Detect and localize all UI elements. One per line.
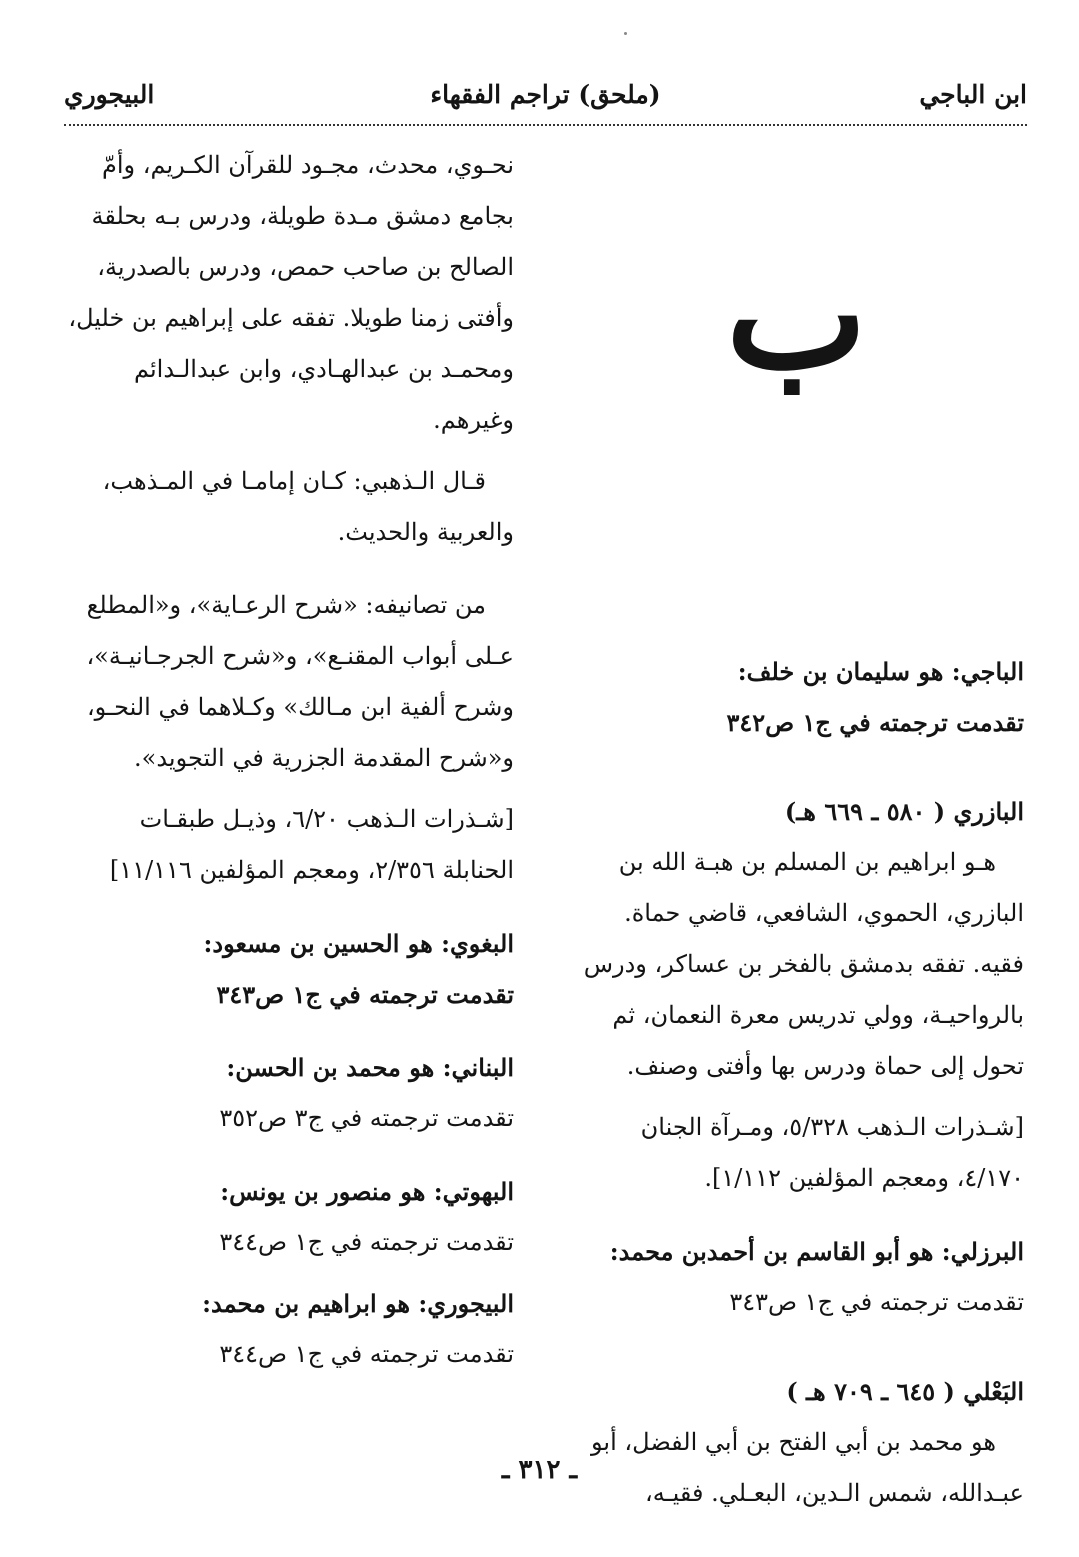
continuation-paragraph (68, 140, 514, 446)
header-center-title: (ملحق) تراجم الفقهاء (430, 80, 661, 109)
text-line: الصالح بن صاحب حمص، ودرس بالصدرية، (97, 253, 514, 281)
right-column (569, 140, 1024, 1519)
entry-reference: تقدمت ترجمته في ج٣ ص٣٥٢ (219, 1104, 514, 1132)
entry-baali (569, 1366, 1024, 1519)
entry-text-line: البازري، الحموي، الشافعي، قاضي حماة. (624, 899, 1024, 927)
entry-reference: تقدمت ترجمته في ج١ ص٣٤٢ (726, 708, 1024, 737)
entry-text-line: هو محمد بن أبي الفتح بن أبي الفضل، أبو (591, 1428, 996, 1456)
entry-baghawi (68, 918, 514, 1020)
header-right-title: ابن الباجي (919, 80, 1027, 109)
entry-baji (569, 646, 1024, 748)
text-line: وشرح ألفية ابن مـالك» وكـلاهما في النحـو، (86, 693, 514, 721)
entry-reference: تقدمت ترجمته في ج١ ص٣٤٤ (219, 1340, 514, 1368)
sources-line: الحنابلة ٢/٣٥٦، ومعجم المؤلفين ١١/١١٦] (109, 856, 514, 884)
speck-mark (624, 32, 627, 35)
entry-text-line: عبـدالله، شمس الـدين، البعـلي. فقيـه، (644, 1479, 1024, 1507)
entry-reference: تقدمت ترجمته في ج١ ص٣٤٤ (219, 1228, 514, 1256)
text-line: نحـوي، محدث، مجـود للقرآن الكـريم، وأمّ (102, 151, 514, 179)
text-line: ومحمـد بن عبدالهـادي، وابن عبدالـدائم (134, 355, 514, 383)
text-line: عـلى أبواب المقنـع»، و«شرح الجرجـانيـة»، (86, 642, 514, 670)
works-paragraph (68, 580, 514, 784)
entry-banani (68, 1042, 514, 1144)
entry-title: البيجوري: هو ابراهيم بن محمد: (202, 1289, 514, 1318)
entry-title: البَعْلي ( ٦٤٥ ـ ٧٠٩ هـ ) (786, 1377, 1024, 1406)
entry-title: البهوتي: هو منصور بن يونس: (220, 1177, 514, 1206)
entry-title: البرزلي: هو أبو القاسم بن أحمدبن محمد: (609, 1237, 1024, 1266)
header-left-title: البيجوري (64, 80, 155, 109)
entry-text-line: فقيه. تفقه بدمشق بالفخر بن عساكر، ودرس (583, 950, 1024, 978)
entry-text-line: بالرواحيـة، وولي تدريس معرة النعمان، ثم (612, 1001, 1024, 1029)
sources-line: [شـذرات الـذهب ٥/٣٢٨، ومـرآة الجنان (640, 1113, 1024, 1141)
entry-text-line: هـو ابراهيم بن المسلم بن هبـة الله بن (618, 848, 996, 876)
running-header (64, 74, 1027, 124)
entry-bijuri (68, 1278, 514, 1380)
section-letter: ب (725, 227, 868, 403)
dhahabi-quote (68, 456, 514, 558)
text-line: و«شرح المقدمة الجزرية في التجويد». (134, 744, 514, 772)
left-column (68, 140, 514, 1380)
entry-reference: تقدمت ترجمته في ج١ ص٣٤٣ (216, 980, 514, 1009)
text-line: والعربية والحديث. (337, 518, 514, 546)
entry-buhuti (68, 1166, 514, 1268)
sources-paragraph (68, 794, 514, 896)
text-line: وغيرهم. (433, 406, 514, 434)
entry-title: الباجي: هو سليمان بن خلف: (737, 657, 1024, 686)
text-line: من تصانيفه: «شرح الرعـاية»، و«المطلع (86, 591, 486, 619)
text-line: قـال الـذهبي: كـان إمامـا في المـذهب، (102, 467, 486, 495)
entry-barzali (569, 1226, 1024, 1328)
entry-bazri (569, 786, 1024, 1204)
header-dotted-rule (64, 124, 1027, 126)
entry-title: البغوي: هو الحسين بن مسعود: (203, 929, 514, 958)
entry-title: البازري ( ٥٨٠ ـ ٦٦٩ هـ) (784, 797, 1024, 826)
text-line: بجامع دمشق مـدة طويلة، ودرس بـه بحلقة (91, 202, 514, 230)
entry-text-line: تحول إلى حماة ودرس بها وأفتى وصنف. (626, 1052, 1024, 1080)
entry-reference: تقدمت ترجمته في ج١ ص٣٤٣ (729, 1288, 1024, 1316)
text-line: وأفتى زمنا طويلا. تفقه على إبراهيم بن خليل، (68, 304, 514, 332)
sources-line: ٤/١٧٠، ومعجم المؤلفين ١/١١٢]. (704, 1164, 1024, 1192)
page-number: ـ ٣١٢ ـ (501, 1455, 578, 1485)
entry-title: البناني: هو محمد بن الحسن: (226, 1053, 514, 1082)
sources-line: [شـذرات الـذهب ٦/٢٠، وذيـل طبقـات (139, 805, 514, 833)
